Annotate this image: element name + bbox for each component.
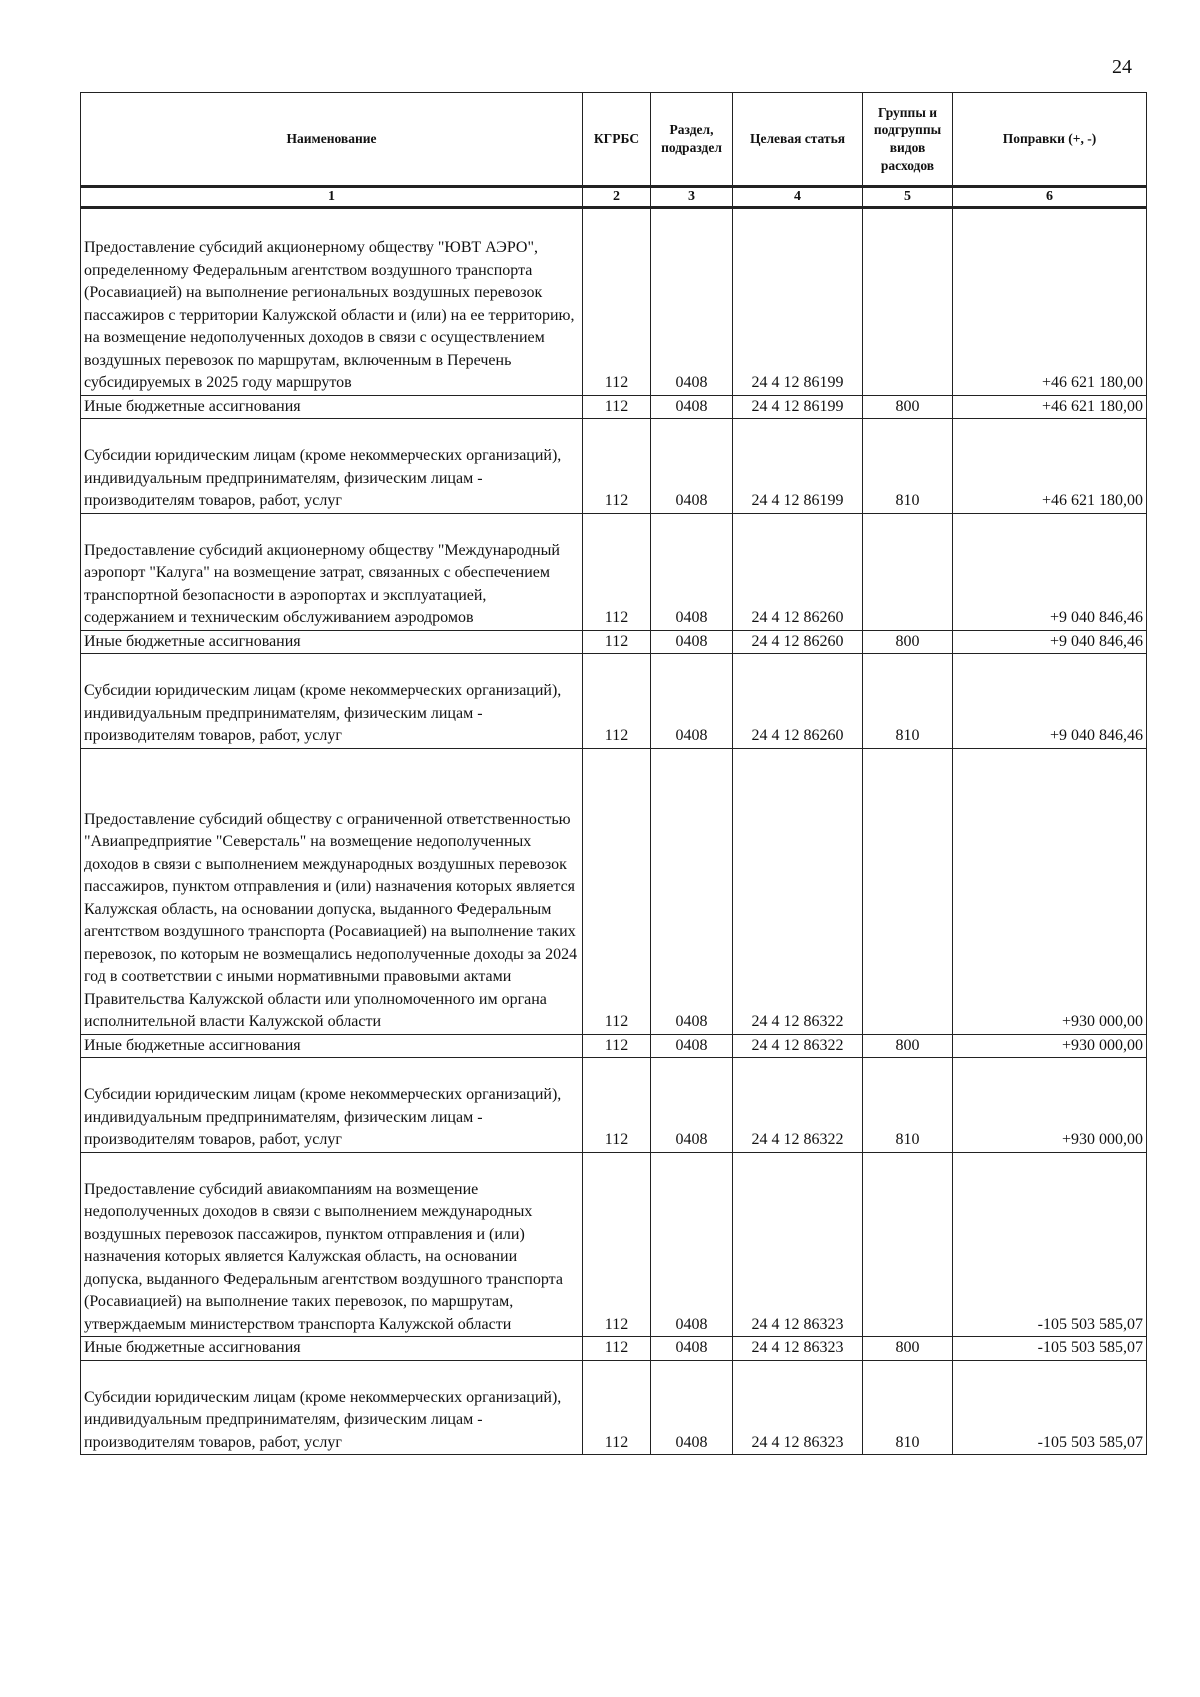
row-target: 24 4 12 86199 <box>733 419 863 514</box>
row-group <box>863 748 953 1034</box>
row-target: 24 4 12 86323 <box>733 1152 863 1337</box>
table-row <box>81 1360 1147 1455</box>
header-target: Целевая статья <box>733 93 863 187</box>
row-amount: +46 621 180,00 <box>953 419 1147 514</box>
row-kgrbs: 112 <box>583 1337 651 1361</box>
row-kgrbs: 112 <box>583 654 651 749</box>
row-kgrbs: 112 <box>583 1152 651 1337</box>
row-group <box>863 513 953 630</box>
row-section: 0408 <box>651 1058 733 1153</box>
row-kgrbs: 112 <box>583 208 651 396</box>
row-target: 24 4 12 86260 <box>733 630 863 654</box>
header-kgrbs: КГРБС <box>583 93 651 187</box>
row-target: 24 4 12 86322 <box>733 1058 863 1153</box>
page-number: 24 <box>1112 56 1132 78</box>
row-group: 810 <box>863 1360 953 1455</box>
row-section: 0408 <box>651 654 733 749</box>
row-amount: +46 621 180,00 <box>953 395 1147 419</box>
row-kgrbs: 112 <box>583 748 651 1034</box>
row-section: 0408 <box>651 1337 733 1361</box>
row-group: 800 <box>863 1337 953 1361</box>
row-name: Субсидии юридическим лицам (кроме некоммерческих организаций), индивидуальным предпринимателям, физическим лицам - производителям товаров, работ, услуг <box>81 419 583 514</box>
row-target: 24 4 12 86260 <box>733 654 863 749</box>
column-number-row <box>81 187 1147 208</box>
row-name: Предоставление субсидий акционерному обществу "Международный аэропорт "Калуга" на возмещение затрат, связанных с обеспечением транспортной безопасности в аэропортах и эксплуатацией, содержанием и техническим обслуживанием аэродромов <box>81 513 583 630</box>
row-name: Предоставление субсидий авиакомпаниям на возмещение недополученных доходов в связи с выполнением международных воздушных перевозок пассажиров, пунктом отправления и (или) назначения которых является Калужская область, на основании допуска, выданного Федеральным агентством воздушного транспорта (Росавиацией) на выполнение таких перевозок, по маршрутам, утверждаемым министерством транспорта Калужской области <box>81 1152 583 1337</box>
row-name: Иные бюджетные ассигнования <box>81 630 583 654</box>
column-number: 3 <box>651 187 733 208</box>
row-group: 800 <box>863 1034 953 1058</box>
column-number: 4 <box>733 187 863 208</box>
column-number: 2 <box>583 187 651 208</box>
row-name: Субсидии юридическим лицам (кроме некоммерческих организаций), индивидуальным предпринимателям, физическим лицам - производителям товаров, работ, услуг <box>81 654 583 749</box>
table-body <box>81 208 1147 1455</box>
row-kgrbs: 112 <box>583 1058 651 1153</box>
row-target: 24 4 12 86323 <box>733 1360 863 1455</box>
row-name: Субсидии юридическим лицам (кроме некоммерческих организаций), индивидуальным предпринимателям, физическим лицам - производителям товаров, работ, услуг <box>81 1360 583 1455</box>
row-section: 0408 <box>651 1152 733 1337</box>
row-name: Предоставление субсидий акционерному обществу "ЮВТ АЭРО", определенному Федеральным агентством воздушного транспорта (Росавиацией) на выполнение региональных воздушных перевозок пассажиров с территории Калужской области и (или) на ее территорию, на возмещение недополученных доходов в связи с осуществлением воздушных перевозок по маршрутам, включенным в Перечень субсидируемых в 2025 году маршрутов <box>81 208 583 396</box>
row-amount: -105 503 585,07 <box>953 1152 1147 1337</box>
row-section: 0408 <box>651 419 733 514</box>
row-amount: +930 000,00 <box>953 1058 1147 1153</box>
row-name: Иные бюджетные ассигнования <box>81 1337 583 1361</box>
row-kgrbs: 112 <box>583 1360 651 1455</box>
row-name: Иные бюджетные ассигнования <box>81 1034 583 1058</box>
table-row <box>81 748 1147 1034</box>
row-kgrbs: 112 <box>583 630 651 654</box>
table-row <box>81 630 1147 654</box>
row-kgrbs: 112 <box>583 395 651 419</box>
row-section: 0408 <box>651 630 733 654</box>
table-row <box>81 419 1147 514</box>
table-row <box>81 1337 1147 1361</box>
row-amount: +46 621 180,00 <box>953 208 1147 396</box>
column-number: 5 <box>863 187 953 208</box>
row-section: 0408 <box>651 208 733 396</box>
row-name: Субсидии юридическим лицам (кроме некоммерческих организаций), индивидуальным предпринимателям, физическим лицам - производителям товаров, работ, услуг <box>81 1058 583 1153</box>
row-target: 24 4 12 86199 <box>733 395 863 419</box>
row-amount: +9 040 846,46 <box>953 513 1147 630</box>
row-group <box>863 208 953 396</box>
header-amendments: Поправки (+, -) <box>953 93 1147 187</box>
row-target: 24 4 12 86323 <box>733 1337 863 1361</box>
row-group: 810 <box>863 654 953 749</box>
column-number: 6 <box>953 187 1147 208</box>
row-group <box>863 1152 953 1337</box>
row-amount: +9 040 846,46 <box>953 654 1147 749</box>
row-amount: +9 040 846,46 <box>953 630 1147 654</box>
row-target: 24 4 12 86322 <box>733 748 863 1034</box>
header-section: Раздел, подраздел <box>651 93 733 187</box>
row-target: 24 4 12 86199 <box>733 208 863 396</box>
row-group: 800 <box>863 395 953 419</box>
row-amount: -105 503 585,07 <box>953 1360 1147 1455</box>
row-amount: -105 503 585,07 <box>953 1337 1147 1361</box>
table-row <box>81 208 1147 396</box>
header-groups: Группы и подгруппы видов расходов <box>863 93 953 187</box>
row-section: 0408 <box>651 395 733 419</box>
row-section: 0408 <box>651 748 733 1034</box>
row-group: 800 <box>863 630 953 654</box>
header-name: Наименование <box>81 93 583 187</box>
row-group: 810 <box>863 419 953 514</box>
header-row <box>81 93 1147 187</box>
column-number: 1 <box>81 187 583 208</box>
row-target: 24 4 12 86322 <box>733 1034 863 1058</box>
row-name: Иные бюджетные ассигнования <box>81 395 583 419</box>
budget-table <box>80 92 1147 1455</box>
row-section: 0408 <box>651 513 733 630</box>
row-kgrbs: 112 <box>583 419 651 514</box>
table-row <box>81 395 1147 419</box>
table-row <box>81 1034 1147 1058</box>
row-target: 24 4 12 86260 <box>733 513 863 630</box>
table-row <box>81 1058 1147 1153</box>
row-amount: +930 000,00 <box>953 1034 1147 1058</box>
table-row <box>81 513 1147 630</box>
table-row <box>81 654 1147 749</box>
row-kgrbs: 112 <box>583 513 651 630</box>
row-kgrbs: 112 <box>583 1034 651 1058</box>
row-amount: +930 000,00 <box>953 748 1147 1034</box>
table-row <box>81 1152 1147 1337</box>
row-group: 810 <box>863 1058 953 1153</box>
row-section: 0408 <box>651 1360 733 1455</box>
row-section: 0408 <box>651 1034 733 1058</box>
row-name: Предоставление субсидий обществу с ограниченной ответственностью "Авиапредприятие "Северсталь" на возмещение недополученных доходов в связи с выполнением международных воздушных перевозок пассажиров, пунктом отправления и (или) назначения которых является Калужская область, на основании допуска, выданного Федеральным агентством воздушного транспорта (Росавиацией) на выполнение таких перевозок, по которым не возмещались недополученные доходы за 2024 год в соответствии с иными нормативными правовыми актами Правительства Калужской области или уполномоченного им органа исполнительной власти Калужской области <box>81 748 583 1034</box>
